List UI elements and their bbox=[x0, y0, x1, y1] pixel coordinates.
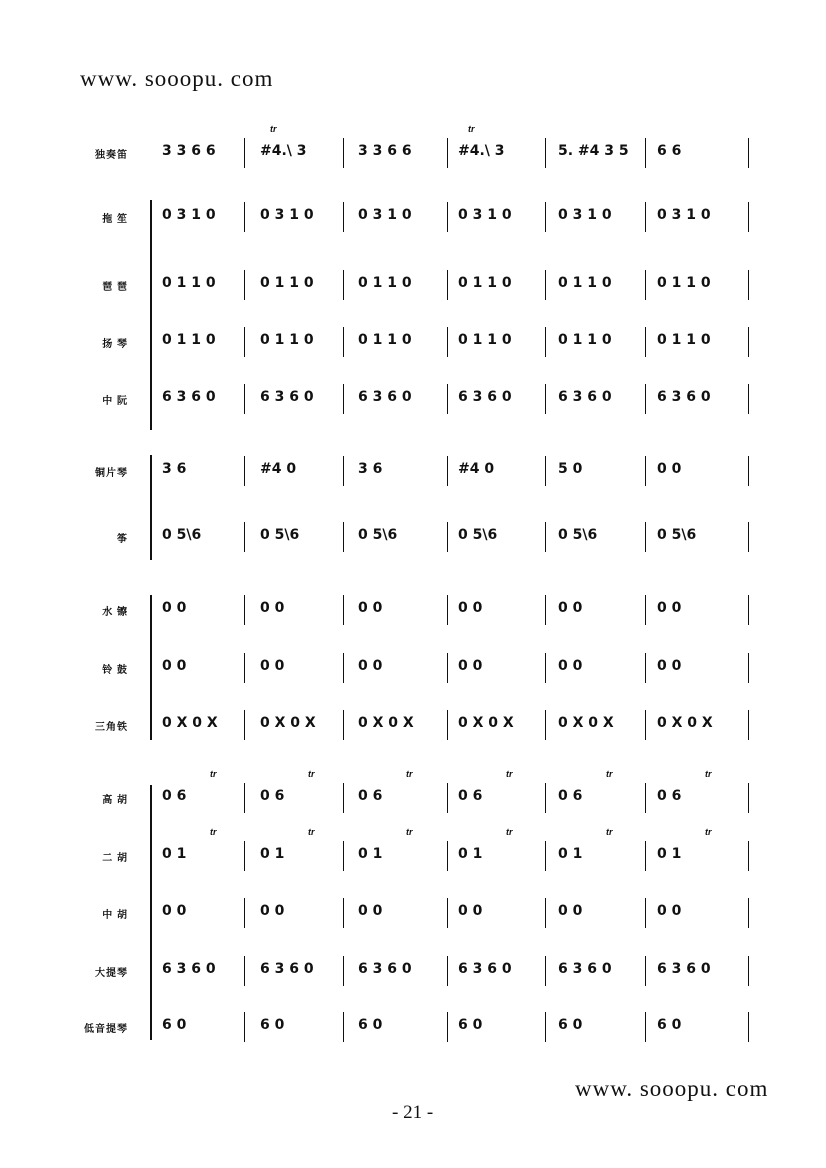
measure-cell: 6 3 6 0 bbox=[260, 961, 314, 977]
part-label: 水 镲 bbox=[102, 607, 128, 618]
barline bbox=[748, 138, 749, 168]
trill-mark: tr bbox=[506, 827, 513, 837]
trill-mark: tr bbox=[506, 769, 513, 779]
barline bbox=[545, 653, 546, 683]
measure-cell: 0 1 1 0 bbox=[260, 275, 314, 291]
measure-cell: 6 3 6 0 bbox=[458, 961, 512, 977]
watermark-bottom: www. sooopu. com bbox=[575, 1076, 769, 1101]
part-label: 扬 琴 bbox=[102, 339, 128, 350]
measure-cell: 0 3 1 0 bbox=[260, 207, 314, 223]
barline bbox=[545, 327, 546, 357]
barline bbox=[545, 384, 546, 414]
page-number: - 21 - bbox=[392, 1102, 434, 1123]
barline bbox=[244, 270, 245, 300]
trill-mark: tr bbox=[210, 769, 217, 779]
barline bbox=[545, 956, 546, 986]
measure-cell: 0 1 1 0 bbox=[558, 275, 612, 291]
measure-cell: 6 0 bbox=[558, 1017, 583, 1033]
barline bbox=[244, 595, 245, 625]
measure-cell: 0 X 0 X bbox=[657, 715, 713, 731]
measure-cell: 0 0 bbox=[558, 658, 583, 674]
barline bbox=[343, 841, 344, 871]
measure-cell: 0 3 1 0 bbox=[558, 207, 612, 223]
barline bbox=[645, 595, 646, 625]
barline bbox=[343, 202, 344, 232]
measure-cell: 0 1 1 0 bbox=[458, 275, 512, 291]
measure-cell: 0 0 bbox=[558, 600, 583, 616]
measure-cell: 6 0 bbox=[358, 1017, 383, 1033]
measure-cell: 0 0 bbox=[260, 903, 285, 919]
measure-cell: 0 1 1 0 bbox=[358, 275, 412, 291]
barline bbox=[244, 653, 245, 683]
barline bbox=[645, 956, 646, 986]
barline bbox=[645, 1012, 646, 1042]
barline bbox=[447, 202, 448, 232]
measure-cell: 0 1 1 0 bbox=[162, 275, 216, 291]
barline bbox=[244, 202, 245, 232]
measure-cell: 0 6 bbox=[162, 788, 187, 804]
barline bbox=[244, 138, 245, 168]
part-label: 低音提琴 bbox=[84, 1024, 128, 1035]
measure-cell: 6 0 bbox=[162, 1017, 187, 1033]
barline bbox=[645, 653, 646, 683]
barline bbox=[645, 841, 646, 871]
measure-cell: 3 6 bbox=[358, 461, 383, 477]
barline bbox=[343, 522, 344, 552]
measure-cell: 6 3 6 0 bbox=[162, 961, 216, 977]
part-label: 高 胡 bbox=[102, 795, 128, 806]
measure-cell: 0 1 1 0 bbox=[162, 332, 216, 348]
barline bbox=[645, 898, 646, 928]
part-label: 铜片琴 bbox=[95, 468, 128, 479]
measure-cell: 6 0 bbox=[260, 1017, 285, 1033]
measure-cell: 6 3 6 0 bbox=[657, 961, 711, 977]
measure-cell: 0 0 bbox=[558, 903, 583, 919]
measure-cell: 6 3 6 0 bbox=[558, 961, 612, 977]
barline bbox=[447, 841, 448, 871]
measure-cell: 0 1 bbox=[162, 846, 187, 862]
barline bbox=[244, 327, 245, 357]
barline bbox=[343, 384, 344, 414]
measure-cell: 0 1 1 0 bbox=[657, 332, 711, 348]
measure-cell: 6 0 bbox=[657, 1017, 682, 1033]
measure-cell: 0 0 bbox=[657, 658, 682, 674]
barline bbox=[645, 783, 646, 813]
trill-mark: tr bbox=[468, 124, 475, 134]
barline bbox=[447, 522, 448, 552]
barline bbox=[645, 138, 646, 168]
barline bbox=[244, 898, 245, 928]
barline bbox=[545, 202, 546, 232]
barline bbox=[447, 595, 448, 625]
measure-cell: 0 X 0 X bbox=[558, 715, 614, 731]
measure-cell: 0 3 1 0 bbox=[162, 207, 216, 223]
measure-cell: 5. #4 3 5 bbox=[558, 143, 629, 159]
measure-cell: 6 0 bbox=[458, 1017, 483, 1033]
measure-cell: 0 0 bbox=[358, 658, 383, 674]
measure-cell: #4 0 bbox=[458, 461, 495, 477]
barline bbox=[748, 202, 749, 232]
measure-cell: 0 0 bbox=[358, 903, 383, 919]
part-label: 独奏笛 bbox=[95, 150, 128, 161]
part-label: 中 胡 bbox=[102, 910, 128, 921]
barline bbox=[244, 956, 245, 986]
measure-cell: 6 3 6 0 bbox=[558, 389, 612, 405]
measure-cell: 0 5\6 bbox=[162, 527, 202, 543]
barline bbox=[244, 1012, 245, 1042]
barline bbox=[343, 898, 344, 928]
barline bbox=[645, 522, 646, 552]
measure-cell: 0 6 bbox=[458, 788, 483, 804]
part-label: 筝 bbox=[117, 534, 128, 545]
barline bbox=[343, 710, 344, 740]
measure-cell: 0 1 1 0 bbox=[458, 332, 512, 348]
barline bbox=[545, 270, 546, 300]
barline bbox=[447, 138, 448, 168]
barline bbox=[748, 384, 749, 414]
measure-cell: 6 3 6 0 bbox=[458, 389, 512, 405]
trill-mark: tr bbox=[406, 827, 413, 837]
barline bbox=[545, 595, 546, 625]
measure-cell: 3 3 6 6 bbox=[162, 143, 216, 159]
barline bbox=[748, 783, 749, 813]
barline bbox=[748, 595, 749, 625]
barline bbox=[545, 456, 546, 486]
measure-cell: 0 0 bbox=[458, 903, 483, 919]
part-label: 三角铁 bbox=[95, 722, 128, 733]
measure-cell: 0 X 0 X bbox=[458, 715, 514, 731]
measure-cell: #4.\ 3 bbox=[458, 143, 505, 159]
barline bbox=[645, 327, 646, 357]
barline bbox=[447, 384, 448, 414]
measure-cell: 0 X 0 X bbox=[260, 715, 316, 731]
part-label: 大提琴 bbox=[95, 968, 128, 979]
measure-cell: 0 5\6 bbox=[657, 527, 697, 543]
barline bbox=[447, 898, 448, 928]
barline bbox=[343, 270, 344, 300]
measure-cell: 0 5\6 bbox=[558, 527, 598, 543]
measure-cell: 0 1 bbox=[260, 846, 285, 862]
barline bbox=[545, 138, 546, 168]
measure-cell: 6 3 6 0 bbox=[657, 389, 711, 405]
measure-cell: 3 6 bbox=[162, 461, 187, 477]
measure-cell: 0 1 bbox=[358, 846, 383, 862]
part-label: 二 胡 bbox=[102, 853, 128, 864]
measure-cell: 6 3 6 0 bbox=[358, 389, 412, 405]
barline bbox=[545, 841, 546, 871]
measure-cell: 0 0 bbox=[458, 658, 483, 674]
trill-mark: tr bbox=[606, 769, 613, 779]
measure-cell: 0 0 bbox=[162, 658, 187, 674]
barline bbox=[343, 327, 344, 357]
trill-mark: tr bbox=[406, 769, 413, 779]
barline bbox=[545, 522, 546, 552]
barline bbox=[244, 384, 245, 414]
measure-cell: 0 3 1 0 bbox=[358, 207, 412, 223]
measure-cell: #4 0 bbox=[260, 461, 297, 477]
measure-cell: 0 5\6 bbox=[358, 527, 398, 543]
group-bracket bbox=[150, 595, 152, 740]
measure-cell: 0 0 bbox=[358, 600, 383, 616]
measure-cell: 0 1 1 0 bbox=[260, 332, 314, 348]
measure-cell: 0 0 bbox=[657, 903, 682, 919]
measure-cell: 0 6 bbox=[260, 788, 285, 804]
measure-cell: 0 0 bbox=[162, 903, 187, 919]
measure-cell: 6 3 6 0 bbox=[260, 389, 314, 405]
barline bbox=[645, 710, 646, 740]
group-bracket bbox=[150, 200, 152, 430]
watermark-top: www. sooopu. com bbox=[80, 66, 274, 91]
trill-mark: tr bbox=[210, 827, 217, 837]
part-label: 铃 鼓 bbox=[102, 665, 128, 676]
barline bbox=[244, 456, 245, 486]
barline bbox=[748, 710, 749, 740]
measure-cell: 0 1 bbox=[657, 846, 682, 862]
measure-cell: 6 3 6 0 bbox=[162, 389, 216, 405]
measure-cell: 0 1 1 0 bbox=[657, 275, 711, 291]
barline bbox=[645, 202, 646, 232]
part-label: 拖 笙 bbox=[102, 214, 128, 225]
measure-cell: 0 0 bbox=[162, 600, 187, 616]
barline bbox=[244, 841, 245, 871]
barline bbox=[545, 1012, 546, 1042]
barline bbox=[748, 956, 749, 986]
part-label: 琶 琶 bbox=[102, 282, 128, 293]
barline bbox=[748, 522, 749, 552]
measure-cell: 0 X 0 X bbox=[358, 715, 414, 731]
barline bbox=[447, 956, 448, 986]
measure-cell: 0 5\6 bbox=[458, 527, 498, 543]
barline bbox=[545, 898, 546, 928]
trill-mark: tr bbox=[308, 769, 315, 779]
trill-mark: tr bbox=[705, 769, 712, 779]
barline bbox=[244, 783, 245, 813]
trill-mark: tr bbox=[705, 827, 712, 837]
barline bbox=[447, 270, 448, 300]
barline bbox=[645, 384, 646, 414]
group-bracket bbox=[150, 455, 152, 560]
measure-cell: 0 3 1 0 bbox=[458, 207, 512, 223]
barline bbox=[343, 595, 344, 625]
measure-cell: 0 1 1 0 bbox=[358, 332, 412, 348]
barline bbox=[343, 783, 344, 813]
barline bbox=[244, 522, 245, 552]
barline bbox=[645, 270, 646, 300]
barline bbox=[343, 956, 344, 986]
barline bbox=[447, 327, 448, 357]
measure-cell: 0 6 bbox=[358, 788, 383, 804]
measure-cell: 0 1 bbox=[458, 846, 483, 862]
trill-mark: tr bbox=[308, 827, 315, 837]
barline bbox=[645, 456, 646, 486]
barline bbox=[545, 710, 546, 740]
measure-cell: 0 1 bbox=[558, 846, 583, 862]
measure-cell: 0 1 1 0 bbox=[558, 332, 612, 348]
barline bbox=[748, 898, 749, 928]
measure-cell: 0 0 bbox=[657, 600, 682, 616]
group-bracket bbox=[150, 785, 152, 1040]
barline bbox=[447, 1012, 448, 1042]
barline bbox=[748, 327, 749, 357]
measure-cell: 0 0 bbox=[458, 600, 483, 616]
barline bbox=[748, 456, 749, 486]
barline bbox=[447, 710, 448, 740]
barline bbox=[748, 653, 749, 683]
trill-mark: tr bbox=[270, 124, 277, 134]
measure-cell: 0 3 1 0 bbox=[657, 207, 711, 223]
barline bbox=[343, 456, 344, 486]
measure-cell: 0 6 bbox=[657, 788, 682, 804]
barline bbox=[447, 456, 448, 486]
barline bbox=[343, 138, 344, 168]
measure-cell: 0 5\6 bbox=[260, 527, 300, 543]
barline bbox=[748, 841, 749, 871]
measure-cell: 0 0 bbox=[260, 600, 285, 616]
measure-cell: 6 3 6 0 bbox=[358, 961, 412, 977]
barline bbox=[748, 270, 749, 300]
measure-cell: 0 6 bbox=[558, 788, 583, 804]
measure-cell: 6 6 bbox=[657, 143, 682, 159]
barline bbox=[545, 783, 546, 813]
barline bbox=[748, 1012, 749, 1042]
measure-cell: 5 0 bbox=[558, 461, 583, 477]
measure-cell: 0 0 bbox=[260, 658, 285, 674]
trill-mark: tr bbox=[606, 827, 613, 837]
measure-cell: 0 0 bbox=[657, 461, 682, 477]
measure-cell: 0 X 0 X bbox=[162, 715, 218, 731]
barline bbox=[447, 783, 448, 813]
part-label: 中 阮 bbox=[102, 396, 128, 407]
measure-cell: 3 3 6 6 bbox=[358, 143, 412, 159]
barline bbox=[343, 1012, 344, 1042]
barline bbox=[244, 710, 245, 740]
measure-cell: #4.\ 3 bbox=[260, 143, 307, 159]
barline bbox=[447, 653, 448, 683]
barline bbox=[343, 653, 344, 683]
